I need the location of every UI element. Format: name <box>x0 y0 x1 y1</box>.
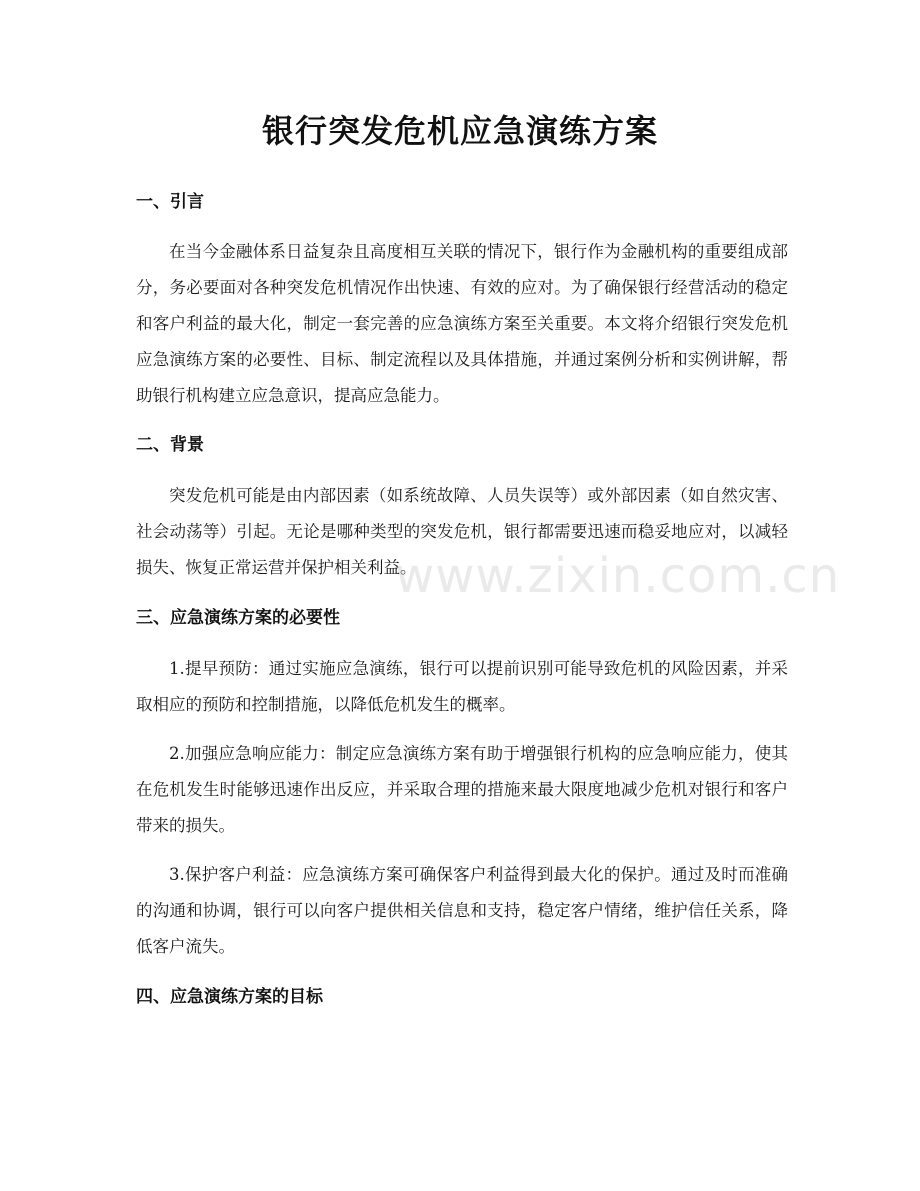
paragraph-background: 突发危机可能是由内部因素（如系统故障、人员失误等）或外部因素（如自然灾害、社会动荡等）引起。无论是哪种类型的突发危机，银行都需要迅速而稳妥地应对，以减轻损失、恢复正常运营并保护相关利益。 <box>136 486 788 577</box>
section-heading-intro: 一、引言 <box>136 192 204 212</box>
section-heading-necessity: 三、应急演练方案的必要性 <box>136 608 340 628</box>
paragraph-intro: 在当今金融体系日益复杂且高度相互关联的情况下，银行作为金融机构的重要组成部分，务必要面对各种突发危机情况作出快速、有效的应对。为了确保银行经营活动的稳定和客户利益的最大化，制定一套完善的应急演练方案至关重要。本文将介绍银行突发危机应急演练方案的必要性、目标、制定流程以及具体措施，并通过案例分析和实例讲解，帮助银行机构建立应急意识，提高应急能力。 <box>136 242 788 405</box>
paragraph-necessity-1: 1.提早预防：通过实施应急演练，银行可以提前识别可能导致危机的风险因素，并采取相应的预防和控制措施，以降低危机发生的概率。 <box>136 659 788 714</box>
watermark: www.zixin.com.cn <box>395 548 841 604</box>
section-heading-goals: 四、应急演练方案的目标 <box>136 987 323 1007</box>
paragraph-necessity-2: 2.加强应急响应能力：制定应急演练方案有助于增强银行机构的应急响应能力，使其在危机发生时能够迅速作出反应，并采取合理的措施来最大限度地减少危机对银行和客户带来的损失。 <box>136 744 788 835</box>
paragraph-necessity-3: 3.保护客户利益：应急演练方案可确保客户利益得到最大化的保护。通过及时而准确的沟通和协调，银行可以向客户提供相关信息和支持，稳定客户情绪，维护信任关系，降低客户流失。 <box>136 865 788 956</box>
document-title: 银行突发危机应急演练方案 <box>261 112 658 150</box>
section-heading-background: 二、背景 <box>136 435 204 455</box>
